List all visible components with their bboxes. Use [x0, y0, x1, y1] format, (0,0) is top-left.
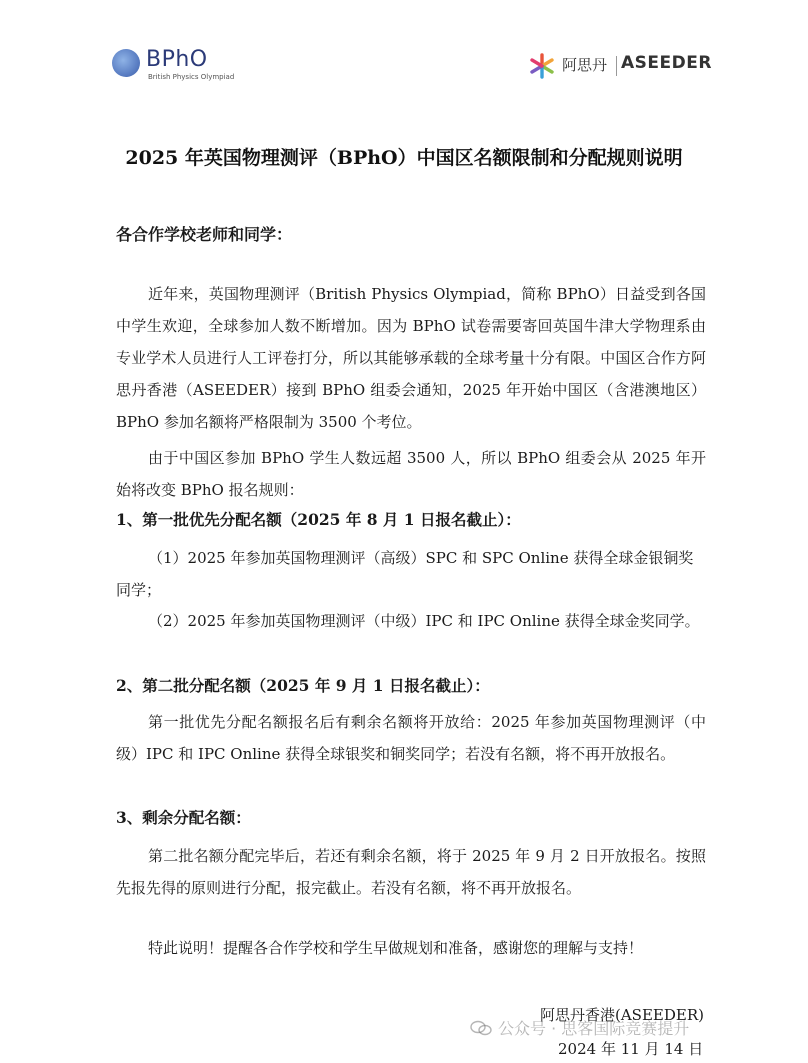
- section-1-item-2: （2）2025 年参加英国物理测评（中级）IPC 和 IPC Online 获得全球金奖同学。: [148, 612, 700, 630]
- salutation: 各合作学校老师和同学：: [116, 225, 293, 244]
- section-1-item-1: （1）2025 年参加英国物理测评（高级）SPC 和 SPC Online 获得全球金银铜奖同学；: [116, 549, 694, 599]
- wechat-icon: [470, 1020, 492, 1036]
- date: 2024 年 11 月 14 日: [558, 1040, 704, 1058]
- change-paragraph: 由于中国区参加 BPhO 学生人数远超 3500 人，所以 BPhO 组委会从 2025 年开始将改变 BPhO 报名规则：: [116, 449, 706, 499]
- signature: 阿思丹香港(ASEEDER): [540, 1006, 704, 1024]
- aseeder-logo: [528, 50, 712, 84]
- section-1-heading: 1、第一批优先分配名额（2025 年 8 月 1 日报名截止）：: [116, 510, 521, 529]
- logo-divider: [616, 56, 617, 76]
- aseeder-logo-en: ASEEDER: [621, 53, 712, 73]
- section-2-heading: 2、第二批分配名额（2025 年 9 月 1 日报名截止）：: [116, 676, 490, 695]
- aseeder-logo-cn: 阿思丹: [562, 56, 608, 74]
- bpho-logo-subtitle: British Physics Olympiad: [148, 73, 235, 81]
- section-3-text: 第二批名额分配完毕后，若还有剩余名额，将于 2025 年 9 月 2 日开放报名。按照先报先得的原则进行分配，报完截止。若没有名额，将不再开放报名。: [116, 847, 706, 897]
- watermark-text: 公众号 · 思客国际竞赛提升: [498, 1019, 690, 1038]
- bpho-logo-text: BPhO: [146, 47, 208, 72]
- section-3-heading: 3、剩余分配名额：: [116, 808, 251, 827]
- aseeder-star-icon: [528, 52, 556, 80]
- section-2-text: 第一批优先分配名额报名后有剩余名额将开放给：2025 年参加英国物理测评（中级）IPC 和 IPC Online 获得全球银奖和铜奖同学；若没有名额，将不再开放报名。: [116, 713, 706, 763]
- closing-paragraph: 特此说明！提醒各合作学校和学生早做规划和准备，感谢您的理解与支持！: [148, 939, 644, 957]
- bpho-globe-icon: [112, 49, 140, 77]
- document-title: 2025 年英国物理测评（BPhO）中国区名额限制和分配规则说明: [125, 147, 683, 169]
- intro-paragraph: 近年来，英国物理测评（British Physics Olympiad，简称 BPhO）日益受到各国中学生欢迎，全球参加人数不断增加。因为 BPhO 试卷需要寄回英国牛津大学物理系由专业学术人员进行人工评卷打分，所以其能够承载的全球考量十分有限。中国区合作方阿思丹香港（ASEEDER）接到 BPhO 组委会通知，2025 年开始中国区（含港澳地区）BPhO 参加名额将严格限制为 3500 个考位。: [116, 285, 706, 431]
- bpho-logo: [112, 45, 252, 87]
